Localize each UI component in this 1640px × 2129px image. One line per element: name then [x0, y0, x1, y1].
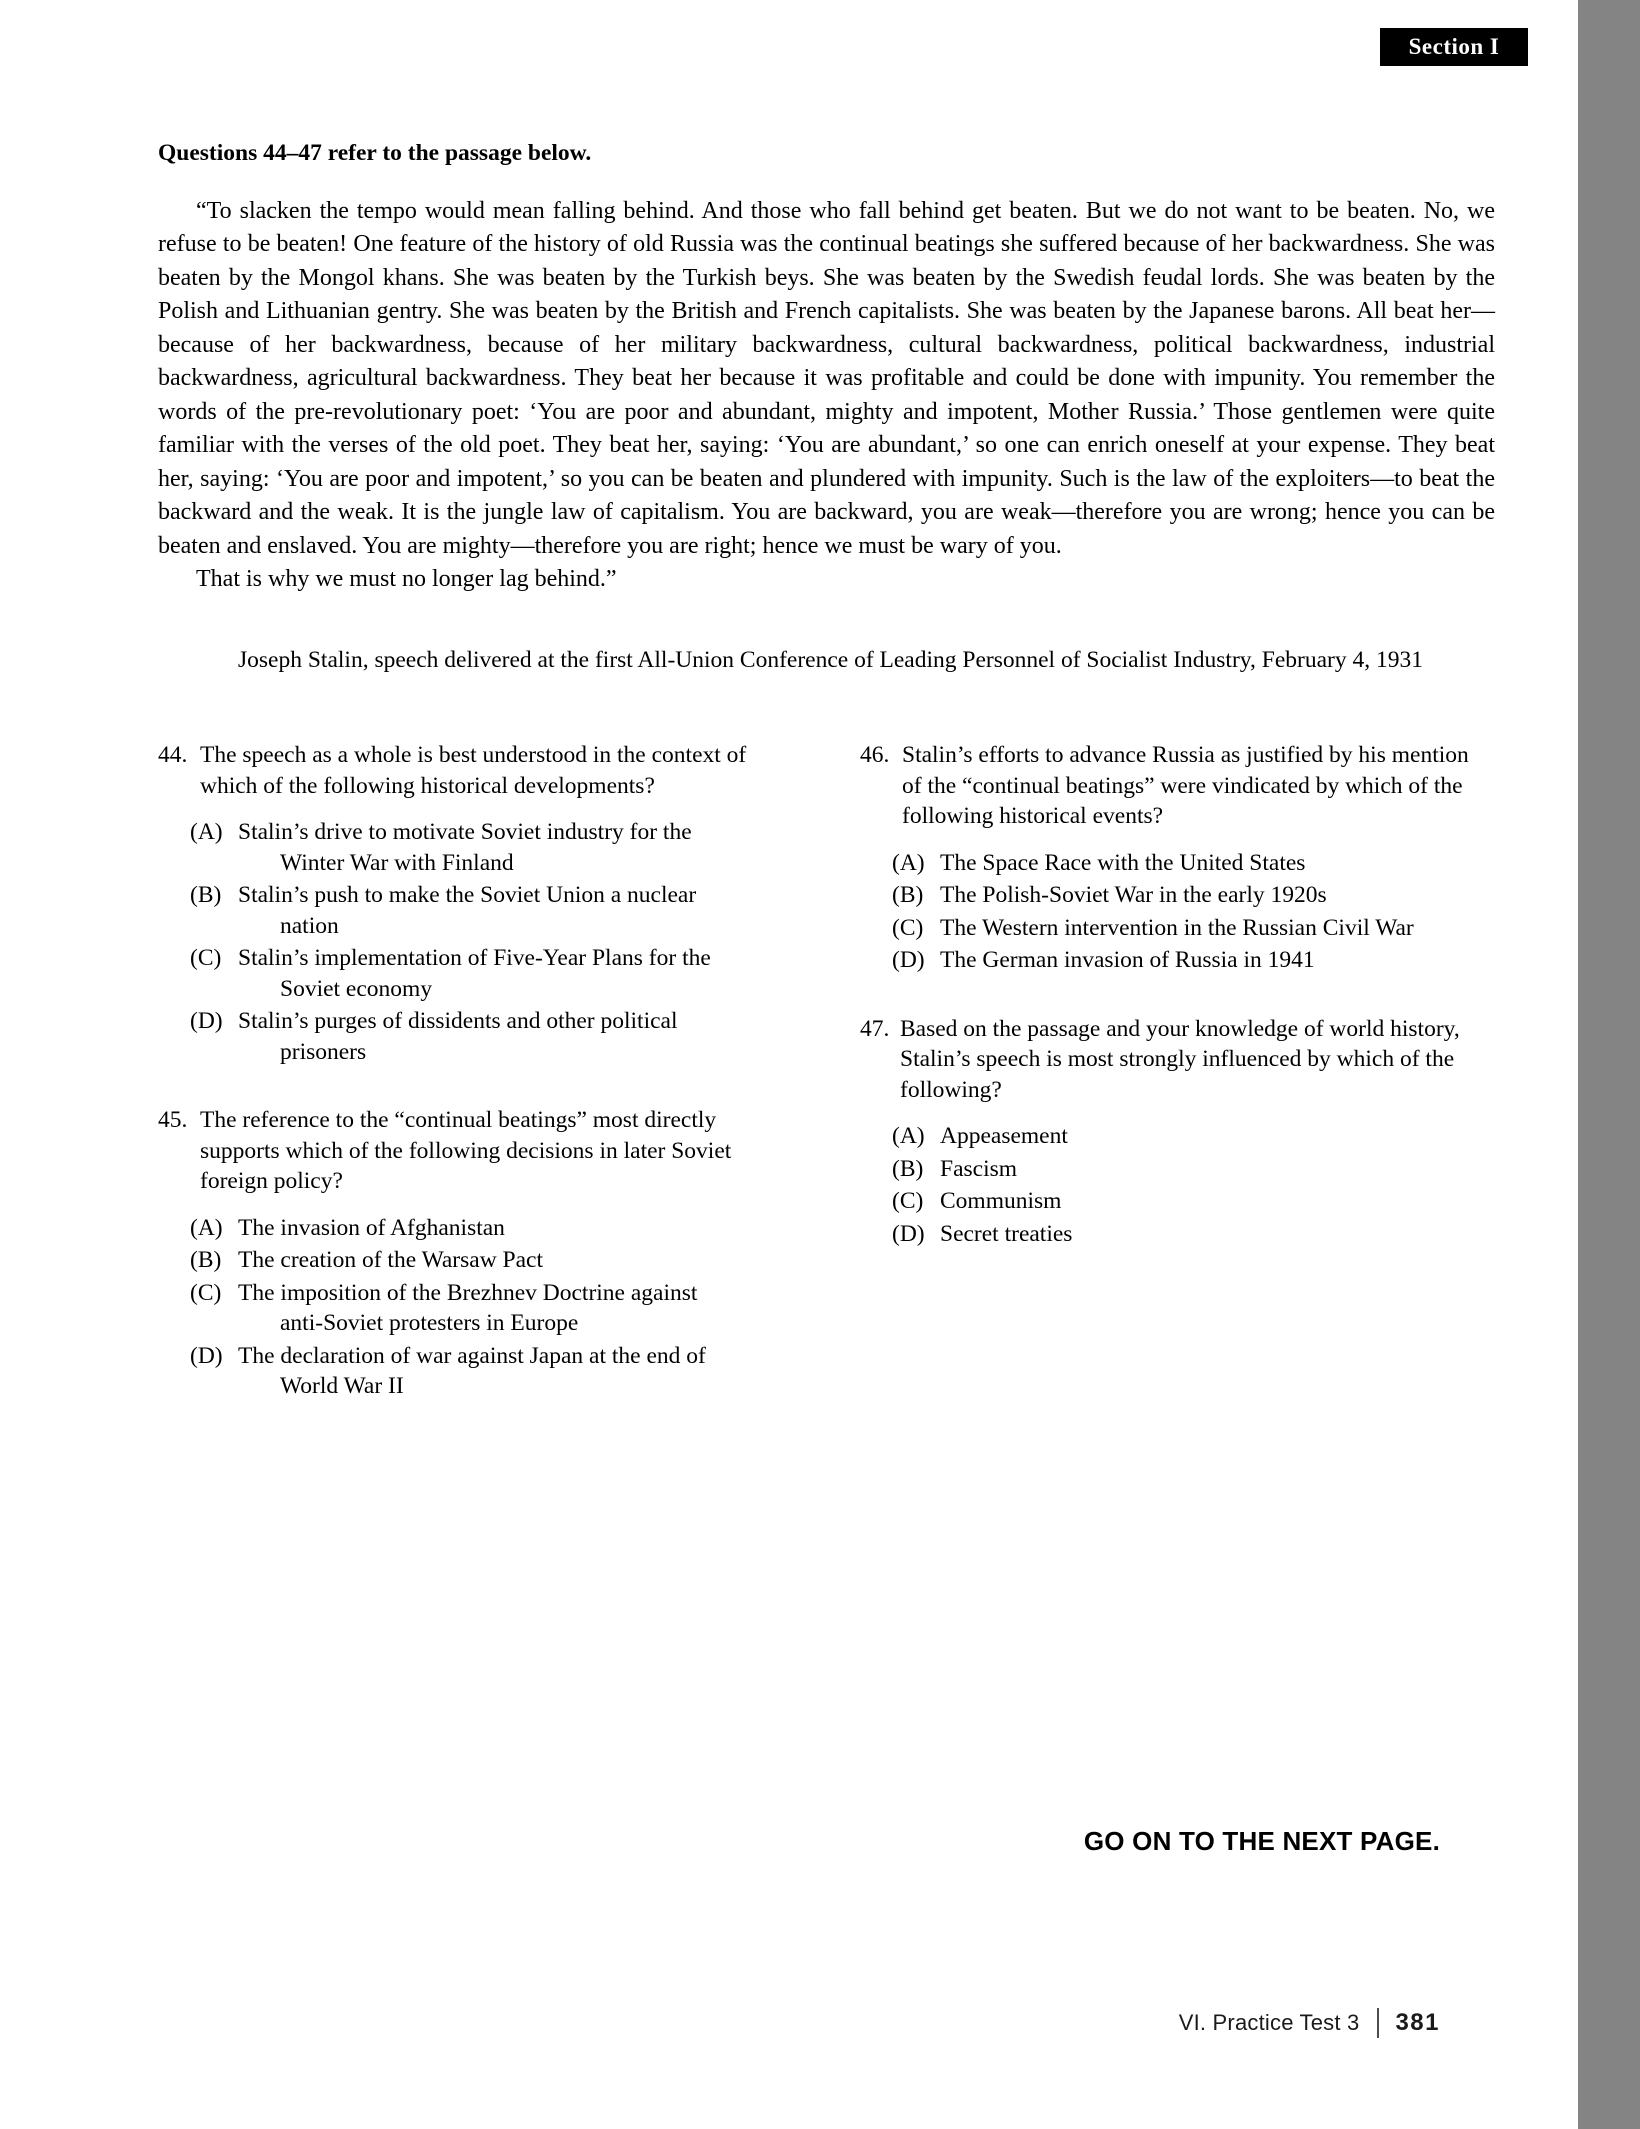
option-text-line1: The creation of the Warsaw Pact [238, 1247, 544, 1273]
option-text-line2: prisoners [280, 1038, 367, 1065]
option-letter: (A) [892, 1123, 925, 1149]
passage-paragraph-2: That is why we must no longer lag behind.” [196, 566, 617, 593]
question-text: Based on the passage and your knowledge of world history, Stalin’s speech is most strongly influenced by which of the following? [900, 1015, 1460, 1103]
option-text [940, 1121, 1470, 1152]
option-text [940, 1186, 1470, 1217]
option-text-line1: The imposition of the Brezhnev Doctrine against [238, 1279, 698, 1306]
option-letter: (B) [190, 882, 222, 908]
option-text [940, 1219, 1470, 1250]
option-text [940, 913, 1470, 944]
option-text-line1: Communism [940, 1188, 1062, 1214]
option-text [238, 1213, 768, 1244]
page-number: 381 [1395, 2009, 1440, 2036]
option-text-line1: Appeasement [940, 1123, 1068, 1149]
option-letter: (D) [892, 1220, 925, 1247]
answer-option-b[interactable] [860, 880, 1470, 911]
section-badge [1380, 28, 1528, 66]
option-text-line1: The Polish-Soviet War in the early 1920s [940, 882, 1327, 908]
question-number: 45. [158, 1107, 188, 1133]
answer-options [158, 817, 768, 1067]
option-text-line1: Fascism [940, 1155, 1018, 1182]
option-text [940, 945, 1470, 976]
question-46 [860, 740, 1470, 976]
answer-option-b[interactable] [158, 880, 768, 941]
answer-option-a[interactable] [860, 848, 1470, 879]
answer-option-d[interactable] [158, 1341, 768, 1402]
option-text-line1: The Western intervention in the Russian Civil War [940, 914, 1414, 941]
answer-options [860, 1121, 1470, 1249]
option-text-line1: The invasion of Afghanistan [238, 1214, 505, 1241]
option-text-line1: Stalin’s push to make the Soviet Union a nuclear [238, 882, 697, 908]
question-stem [860, 1014, 1470, 1106]
option-text [238, 1278, 768, 1339]
question-44 [158, 740, 768, 1067]
option-letter: (C) [190, 1279, 222, 1306]
option-text-line1: The declaration of war against Japan at the end of [238, 1342, 706, 1369]
option-text-line1: Secret treaties [940, 1220, 1073, 1247]
answer-option-b[interactable] [158, 1245, 768, 1276]
option-text-line1: The German invasion of Russia in 1941 [940, 947, 1315, 973]
option-letter: (C) [892, 1188, 924, 1214]
option-text-line1: Stalin’s drive to motivate Soviet industry for the [238, 819, 692, 845]
option-letter: (B) [190, 1247, 222, 1273]
option-letter: (D) [190, 1008, 223, 1034]
option-text [238, 880, 768, 941]
answer-options [860, 848, 1470, 976]
question-text: The speech as a whole is best understood in the context of which of the following historical developments? [200, 742, 747, 799]
question-text: The reference to the “continual beatings” most directly supports which of the following decisions in later Soviet foreign policy? [200, 1107, 732, 1194]
answer-option-c[interactable] [860, 1186, 1470, 1217]
passage-body [158, 195, 1503, 597]
option-text-line1: Stalin’s purges of dissidents and other political [238, 1008, 678, 1034]
passage-paragraph-1: “To slacken the tempo would mean falling behind. And those who fall behind get beaten. But we do not want to be beaten. No, we refuse to be beaten! One feature of the history of old Russia was the continual beatings she suffered because of her backwardness. She was beaten by the Mongol khans. She was beaten by the Turkish beys. She was beaten by the Swedish feudal lords. She was beaten by the Polish and Lithuanian gentry. She was beaten by the British and French capitalists. She was beaten by the Japanese barons. All beat her—because of her backwardness, because of her military backwardness, cultural backwardness, political backwardness, industrial backwardness, agricultural backwardness. They beat her because it was profitable and could be done with impunity. You remember the words of the pre-revolutionary poet: ‘You are poor and abundant, mighty and impotent, Mother Russia.’ Those gentlemen were quite familiar with the verses of the old poet. They beat her, saying: ‘You are abundant,’ so one can enrich oneself at your expense. They beat her, saying: ‘You are poor and impotent,’ so you can be beaten and plundered with impunity. Such is the law of the exploiters—to beat the backward and the weak. It is the jungle law of capitalism. You are backward, you are weak—therefore you are wrong; hence you can be beaten and enslaved. You are mighty—therefore you are right; hence we must be wary of you. [158, 197, 1495, 559]
answer-option-c[interactable] [158, 1278, 768, 1339]
option-text-line1: The Space Race with the United States [940, 849, 1306, 876]
answer-option-a[interactable] [860, 1121, 1470, 1152]
answer-option-d[interactable] [860, 945, 1470, 976]
answer-option-a[interactable] [158, 817, 768, 878]
option-letter: (B) [892, 882, 924, 908]
questions-left-column [158, 740, 768, 1440]
option-letter: (D) [190, 1342, 223, 1369]
page-edge-band [1578, 0, 1640, 2129]
answer-option-b[interactable] [860, 1154, 1470, 1185]
option-letter: (A) [190, 819, 223, 845]
option-text [940, 848, 1470, 879]
option-text-line2: anti-Soviet protesters in Europe [280, 1310, 579, 1336]
answer-option-d[interactable] [860, 1219, 1470, 1250]
option-letter: (A) [892, 849, 925, 876]
option-text [238, 1006, 768, 1067]
answer-option-d[interactable] [158, 1006, 768, 1067]
question-stem [158, 740, 768, 801]
passage-section [158, 138, 1503, 677]
section-badge-label: Section I [1408, 34, 1500, 59]
option-text-line2: Soviet economy [280, 975, 433, 1002]
question-text: Stalin’s efforts to advance Russia as justified by his mention of the “continual beatings” were vindicated by which of the following historical events? [902, 742, 1469, 829]
question-number: 46. [860, 742, 890, 768]
option-text [940, 880, 1470, 911]
option-text-line2: nation [280, 912, 339, 939]
page-footer [1179, 2008, 1440, 2038]
option-letter: (B) [892, 1155, 924, 1182]
question-47 [860, 1014, 1470, 1250]
question-stem [860, 740, 1470, 832]
option-text [238, 1341, 768, 1402]
answer-option-c[interactable] [158, 943, 768, 1004]
questions-columns [158, 740, 1508, 1440]
option-letter: (C) [190, 945, 222, 971]
answer-option-a[interactable] [158, 1213, 768, 1244]
option-text-line2: World War II [280, 1373, 404, 1399]
answer-option-c[interactable] [860, 913, 1470, 944]
option-text-line1: Stalin’s implementation of Five-Year Plans for the [238, 945, 711, 971]
option-letter: (A) [190, 1214, 223, 1241]
questions-right-column [860, 740, 1470, 1440]
option-letter: (D) [892, 947, 925, 973]
questions-header: Questions 44–47 refer to the passage below. [158, 140, 592, 166]
question-stem [158, 1105, 768, 1197]
option-letter: (C) [892, 914, 924, 941]
footer-section-label: VI. Practice Test 3 [1178, 2010, 1360, 2035]
answer-options [158, 1213, 768, 1402]
option-text-line2: Winter War with Finland [280, 849, 514, 876]
footer-divider [1377, 2008, 1379, 2038]
option-text [238, 1245, 768, 1276]
question-45 [158, 1105, 768, 1402]
option-text [940, 1154, 1470, 1185]
passage-attribution: Joseph Stalin, speech delivered at the first All-Union Conference of Leading Personnel of Socialist Industry, February 4, 1931 [238, 646, 1423, 673]
question-number: 47. [860, 1015, 890, 1042]
go-on-notice: GO ON TO THE NEXT PAGE. [1083, 1826, 1440, 1856]
option-text [238, 943, 768, 1004]
option-text [238, 817, 768, 878]
question-number: 44. [158, 742, 188, 768]
